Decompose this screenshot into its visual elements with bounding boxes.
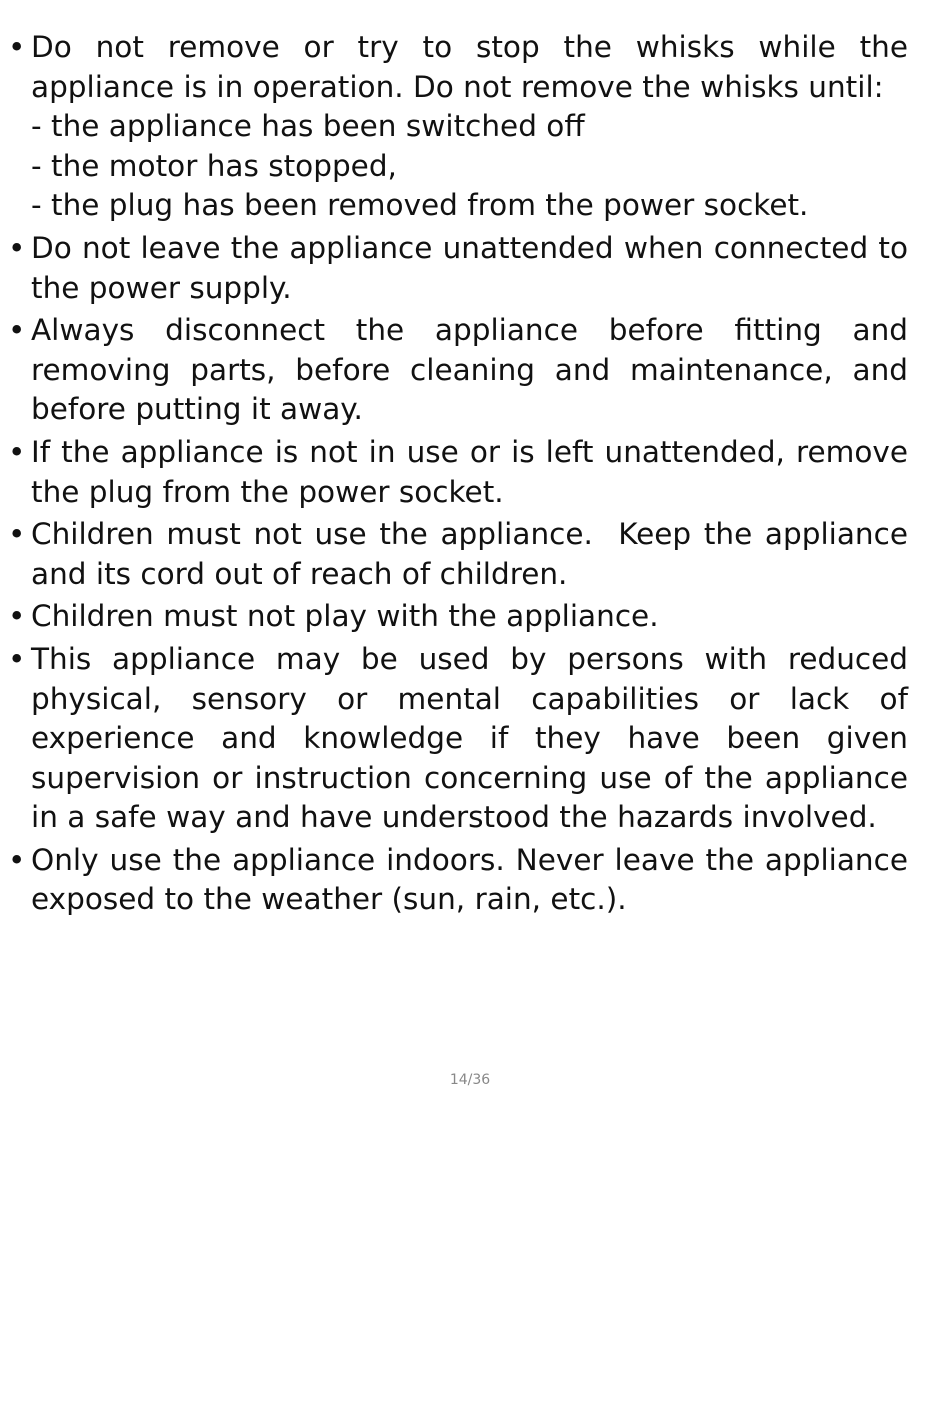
list-item	[8, 311, 908, 430]
list-item-text: Only use the appliance indoors. Never leave the appliance exposed to the weather (sun, rain, etc.).	[31, 842, 908, 917]
bullet-icon: •	[8, 30, 26, 64]
bullet-icon: •	[8, 599, 26, 634]
list-subitem: - the appliance has been switched off	[31, 109, 585, 144]
list-subitem: - the motor has stopped,	[31, 148, 397, 183]
list-item	[8, 229, 908, 308]
list-item-text: If the appliance is not in use or is left unattended, remove the plug from the power socket.	[31, 434, 908, 509]
bullet-icon: •	[8, 842, 26, 877]
list-item-text: Do not leave the appliance unattended when connected to the power supply.	[31, 230, 908, 305]
list-item	[8, 640, 908, 838]
safety-instructions-list	[8, 28, 918, 923]
bullet-icon: •	[8, 517, 26, 552]
page-number: 14/36	[449, 1072, 491, 1088]
list-item-text: Do not remove or try to stop the whisks while the appliance is in operation. Do not remove the whisks until:	[31, 30, 908, 104]
list-item-text: This appliance may be used by persons with reduced physical, sensory or mental capabilities or lack of experience and knowledge if they have been given supervision or instruction concerning use of the appliance in a safe way and have understood the hazards involved.	[31, 641, 908, 835]
list-item	[8, 433, 908, 512]
list-item-text: Children must not play with the appliance.	[31, 599, 659, 634]
list-item	[8, 515, 918, 594]
list-item	[8, 28, 908, 226]
list-item	[8, 597, 908, 637]
list-item-text: Children must not use the appliance. Keep the appliance and its cord out of reach of children.	[31, 517, 918, 591]
list-item	[8, 841, 908, 920]
bullet-icon: •	[8, 313, 26, 348]
list-item-text: Always disconnect the appliance before fitting and removing parts, before cleaning and maintenance, and before putting it away.	[31, 313, 908, 427]
bullet-icon: •	[8, 641, 26, 676]
bullet-icon: •	[8, 230, 26, 265]
bullet-icon: •	[8, 434, 26, 469]
list-subitem: - the plug has been removed from the power socket.	[31, 188, 809, 223]
